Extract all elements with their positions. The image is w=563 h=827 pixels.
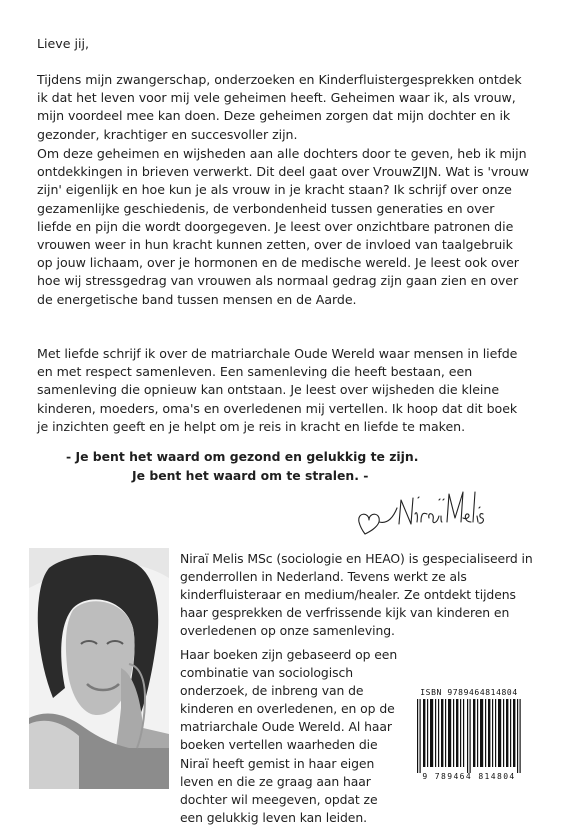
barcode-bars	[414, 699, 524, 773]
handwritten-signature	[355, 478, 485, 538]
author-photo	[29, 548, 169, 789]
isbn-barcode	[412, 688, 526, 784]
letter-paragraph-1: Tijdens mijn zwangerschap, onderzoeken en Kinderfluistergesprekken ontdek ik dat het leven voor mij vele geheimen heeft. Geheimen waar ik, als vrouw, mijn voordeel mee kan doen. Deze geheimen zorgen dat mijn dochter en ik gezonder, krachtiger en succesvoller zijn.	[37, 72, 522, 142]
isbn-label: ISBN 9789464814804	[420, 688, 518, 697]
letter-paragraph-2: Om deze geheimen en wijsheden aan alle dochters door te geven, heb ik mijn ontdekkingen in brieven verwerkt. Dit deel gaat over VrouwZIJN. Wat is 'vrouw zijn' eigenlijk en hoe kun je als vrouw in je kracht staan? Ik schrijf over onze gezamenlijke geschiedenis, de verbondenheid tussen generaties en over liefde en pijn die wordt doorgegeven. Je leest over onzichtbare patronen die vrouwen weer in hun kracht kunnen zetten, over de invloed van taalgebruik op jouw lichaam, over je hormonen en de medische wereld. Je leest ook over hoe wij stressgedrag van vrouwen als normaal gedrag zijn gaan zien en over de energetische band tussen mensen en de Aarde.	[37, 146, 529, 307]
slogan-line-1: - Je bent het waard om gezond en gelukkig te zijn.	[66, 449, 419, 464]
slogan-line-2: Je bent het waard om te stralen. -	[132, 467, 369, 483]
author-bio-paragraph-1: Niraï Melis MSc (sociologie en HEAO) is gespecialiseerd in genderrollen in Nederland. Tevens werkt ze als kinderfluisteraar en medium/healer. Ze ontdekt tijdens haar gesprekken de verfrissende kijk van kinderen en overledenen op onze samenleving.	[180, 551, 533, 639]
isbn-digits: 9 789464 814804	[422, 772, 516, 781]
letter-paragraph-3: Met liefde schrijf ik over de matriarchale Oude Wereld waar mensen in liefde en met respect samenleven. Een samenleving die heeft bestaan, een samenleving die opnieuw kan ontstaan. Je leest over wijsheden die kleine kinderen, moeders, oma's en overledenen mij vertellen. Ik hoop dat dit boek je inzichten geeft en je helpt om je reis in kracht en liefde te maken.	[37, 346, 518, 434]
author-bio-paragraph-2: Haar boeken zijn gebaseerd op een combinatie van sociologisch onderzoek, de inbreng van de kinderen en overledenen, en op de matriarchale Oude Wereld. Al haar boeken vertellen waarheden die Niraï heeft gemist in haar eigen leven en die ze graag aan haar dochter wil meegeven, opdat ze een gelukkig leven kan leiden.	[180, 647, 398, 825]
salutation: Lieve jij,	[37, 36, 89, 51]
